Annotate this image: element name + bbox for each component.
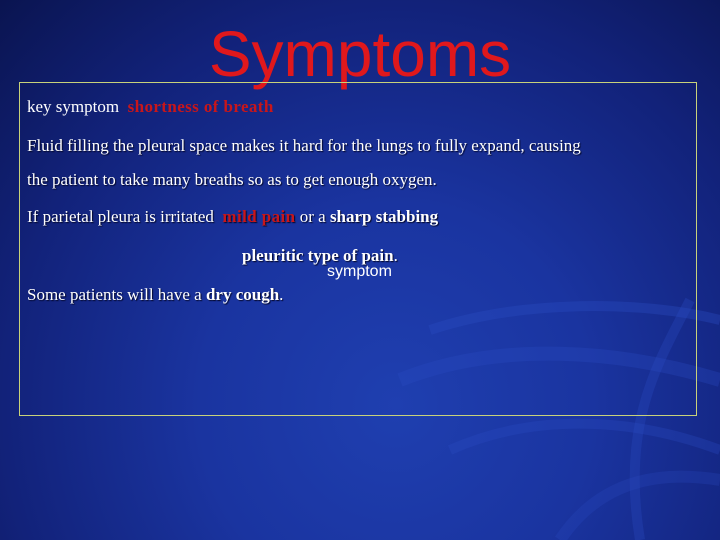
pain-line-prefix: If parietal pleura is irritated [27,207,223,226]
dry-cough-bold: dry cough [205,285,280,304]
slide-title: Symptoms [208,18,512,90]
pain-type-suffix: . [393,246,398,265]
dry-cough-line [27,285,283,305]
dry-cough-prefix: Some patients will have a [27,285,206,304]
pain-line-middle: or a [295,207,330,226]
pain-line-bold: sharp stabbing [329,207,439,226]
key-symptom-line [27,97,274,117]
pain-line-highlight: mild pain [222,207,296,226]
dry-cough-suffix: . [279,285,284,304]
pain-line [27,207,438,227]
key-symptom-highlight: shortness of breath [127,97,274,116]
pain-type-bold: pleuritic type of pain [242,246,394,265]
paragraph-line-2: the patient to take many breaths so as to get enough oxygen. [27,170,437,189]
paragraph-line-1: Fluid filling the pleural space makes it hard for the lungs to fully expand, causing [27,136,581,155]
symptom-annotation: symptom [327,263,392,280]
key-symptom-label: key symptom [27,97,128,116]
